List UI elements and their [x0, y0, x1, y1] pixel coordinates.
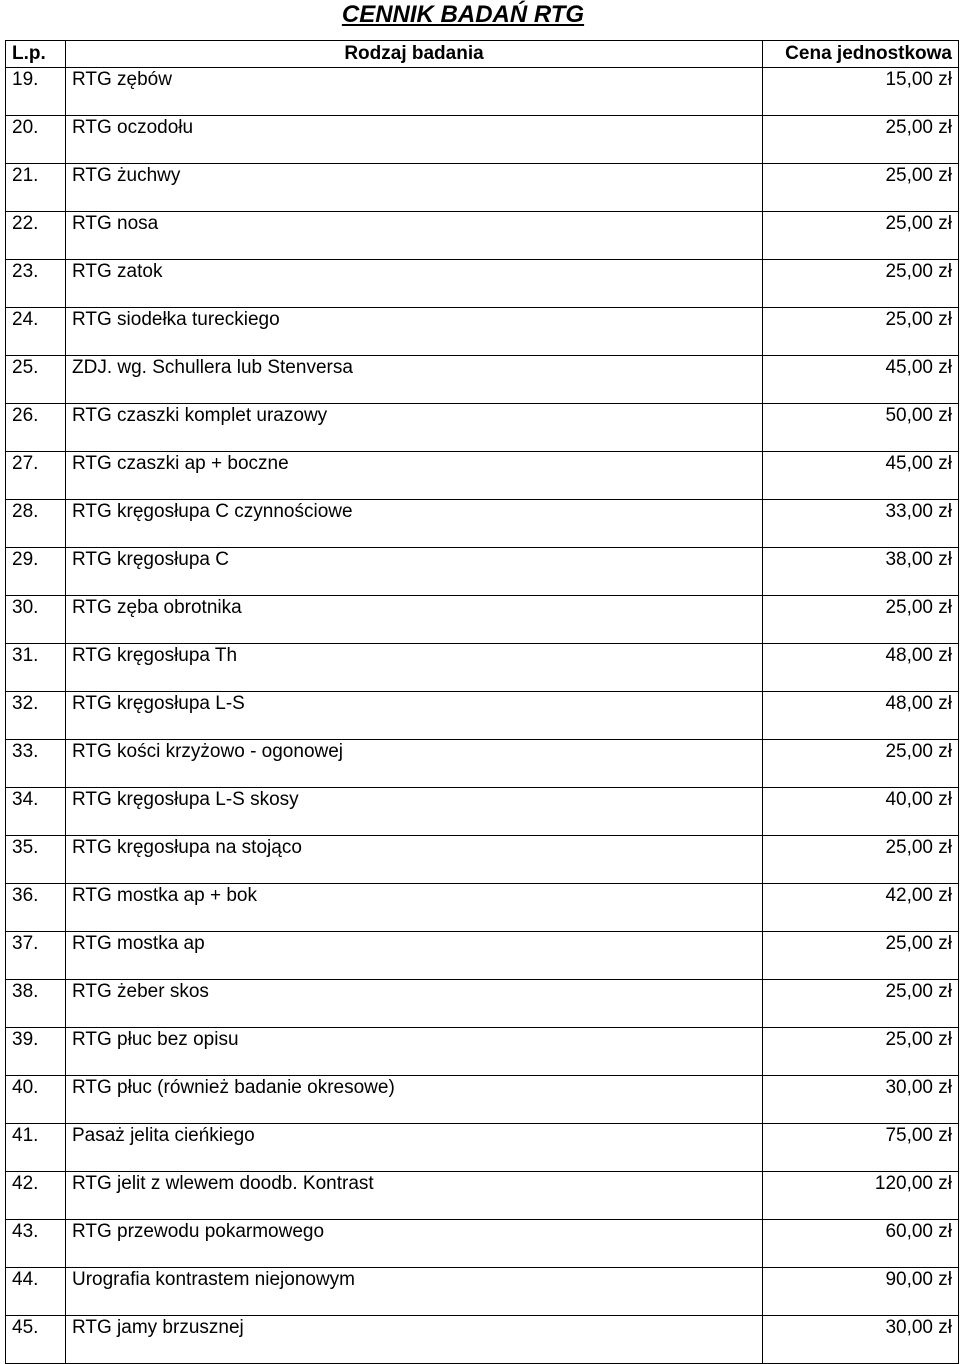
row-number: 28.	[6, 500, 66, 548]
row-number: 20.	[6, 116, 66, 164]
exam-name: RTG płuc (również badanie okresowe)	[66, 1076, 763, 1124]
exam-price: 30,00 zł	[763, 1316, 959, 1364]
table-row	[6, 308, 959, 356]
header-lp: L.p.	[6, 41, 66, 68]
exam-name: RTG przewodu pokarmowego	[66, 1220, 763, 1268]
exam-price: 38,00 zł	[763, 548, 959, 596]
table-header	[6, 41, 959, 68]
table-row	[6, 260, 959, 308]
row-number: 37.	[6, 932, 66, 980]
exam-name: RTG zębów	[66, 68, 763, 116]
exam-name: RTG kręgosłupa Th	[66, 644, 763, 692]
table-row	[6, 68, 959, 116]
row-number: 36.	[6, 884, 66, 932]
exam-name: RTG czaszki komplet urazowy	[66, 404, 763, 452]
table-row	[6, 1316, 959, 1364]
header-price: Cena jednostkowa	[763, 41, 959, 68]
exam-price: 75,00 zł	[763, 1124, 959, 1172]
table-row	[6, 644, 959, 692]
exam-name: RTG kręgosłupa C czynnościowe	[66, 500, 763, 548]
row-number: 29.	[6, 548, 66, 596]
table-row	[6, 1076, 959, 1124]
exam-name: RTG kręgosłupa L-S	[66, 692, 763, 740]
row-number: 27.	[6, 452, 66, 500]
row-number: 24.	[6, 308, 66, 356]
table-row	[6, 500, 959, 548]
exam-name: RTG kręgosłupa na stojąco	[66, 836, 763, 884]
exam-name: RTG zęba obrotnika	[66, 596, 763, 644]
table-row	[6, 980, 959, 1028]
table-body	[6, 68, 959, 1364]
row-number: 21.	[6, 164, 66, 212]
exam-price: 45,00 zł	[763, 452, 959, 500]
price-table	[5, 40, 959, 1364]
table-row	[6, 212, 959, 260]
exam-name: RTG oczodołu	[66, 116, 763, 164]
table-row	[6, 1124, 959, 1172]
table-row	[6, 740, 959, 788]
exam-price: 33,00 zł	[763, 500, 959, 548]
exam-name: RTG czaszki ap + boczne	[66, 452, 763, 500]
exam-price: 30,00 zł	[763, 1076, 959, 1124]
exam-price: 48,00 zł	[763, 644, 959, 692]
exam-price: 25,00 zł	[763, 1028, 959, 1076]
exam-name: RTG zatok	[66, 260, 763, 308]
table-row	[6, 884, 959, 932]
exam-price: 45,00 zł	[763, 356, 959, 404]
exam-name: RTG kręgosłupa L-S skosy	[66, 788, 763, 836]
exam-price: 25,00 zł	[763, 980, 959, 1028]
exam-name: RTG kręgosłupa C	[66, 548, 763, 596]
exam-price: 40,00 zł	[763, 788, 959, 836]
table-row	[6, 548, 959, 596]
row-number: 22.	[6, 212, 66, 260]
row-number: 42.	[6, 1172, 66, 1220]
exam-price: 25,00 zł	[763, 260, 959, 308]
table-row	[6, 116, 959, 164]
exam-price: 25,00 zł	[763, 740, 959, 788]
row-number: 32.	[6, 692, 66, 740]
exam-price: 120,00 zł	[763, 1172, 959, 1220]
row-number: 43.	[6, 1220, 66, 1268]
table-row	[6, 692, 959, 740]
exam-name: RTG żuchwy	[66, 164, 763, 212]
row-number: 38.	[6, 980, 66, 1028]
row-number: 39.	[6, 1028, 66, 1076]
table-row	[6, 356, 959, 404]
exam-price: 42,00 zł	[763, 884, 959, 932]
row-number: 31.	[6, 644, 66, 692]
row-number: 23.	[6, 260, 66, 308]
row-number: 33.	[6, 740, 66, 788]
row-number: 34.	[6, 788, 66, 836]
exam-price: 48,00 zł	[763, 692, 959, 740]
exam-price: 25,00 zł	[763, 308, 959, 356]
row-number: 25.	[6, 356, 66, 404]
exam-name: RTG jelit z wlewem doodb. Kontrast	[66, 1172, 763, 1220]
exam-name: RTG nosa	[66, 212, 763, 260]
exam-price: 60,00 zł	[763, 1220, 959, 1268]
table-row	[6, 404, 959, 452]
row-number: 44.	[6, 1268, 66, 1316]
table-row	[6, 1172, 959, 1220]
exam-name: RTG mostka ap	[66, 932, 763, 980]
exam-name: Urografia kontrastem niejonowym	[66, 1268, 763, 1316]
table-row	[6, 1028, 959, 1076]
exam-name: ZDJ. wg. Schullera lub Stenversa	[66, 356, 763, 404]
exam-name: Pasaż jelita cieńkiego	[66, 1124, 763, 1172]
row-number: 41.	[6, 1124, 66, 1172]
exam-name: RTG jamy brzusznej	[66, 1316, 763, 1364]
row-number: 19.	[6, 68, 66, 116]
exam-name: RTG mostka ap + bok	[66, 884, 763, 932]
header-row	[6, 41, 959, 68]
row-number: 45.	[6, 1316, 66, 1364]
page-title: CENNIK BADAŃ RTG	[341, 1, 585, 28]
table-row	[6, 452, 959, 500]
table-row	[6, 596, 959, 644]
row-number: 26.	[6, 404, 66, 452]
table-row	[6, 1220, 959, 1268]
exam-name: RTG płuc bez opisu	[66, 1028, 763, 1076]
row-number: 30.	[6, 596, 66, 644]
exam-price: 25,00 zł	[763, 116, 959, 164]
row-number: 35.	[6, 836, 66, 884]
table-row	[6, 932, 959, 980]
table-row	[6, 788, 959, 836]
exam-price: 50,00 zł	[763, 404, 959, 452]
exam-name: RTG siodełka tureckiego	[66, 308, 763, 356]
exam-name: RTG żeber skos	[66, 980, 763, 1028]
exam-name: RTG kości krzyżowo - ogonowej	[66, 740, 763, 788]
header-name: Rodzaj badania	[66, 41, 763, 68]
table-row	[6, 1268, 959, 1316]
table-row	[6, 836, 959, 884]
row-number: 40.	[6, 1076, 66, 1124]
exam-price: 25,00 zł	[763, 164, 959, 212]
exam-price: 90,00 zł	[763, 1268, 959, 1316]
exam-price: 15,00 zł	[763, 68, 959, 116]
exam-price: 25,00 zł	[763, 212, 959, 260]
table-row	[6, 164, 959, 212]
exam-price: 25,00 zł	[763, 932, 959, 980]
exam-price: 25,00 zł	[763, 836, 959, 884]
exam-price: 25,00 zł	[763, 596, 959, 644]
